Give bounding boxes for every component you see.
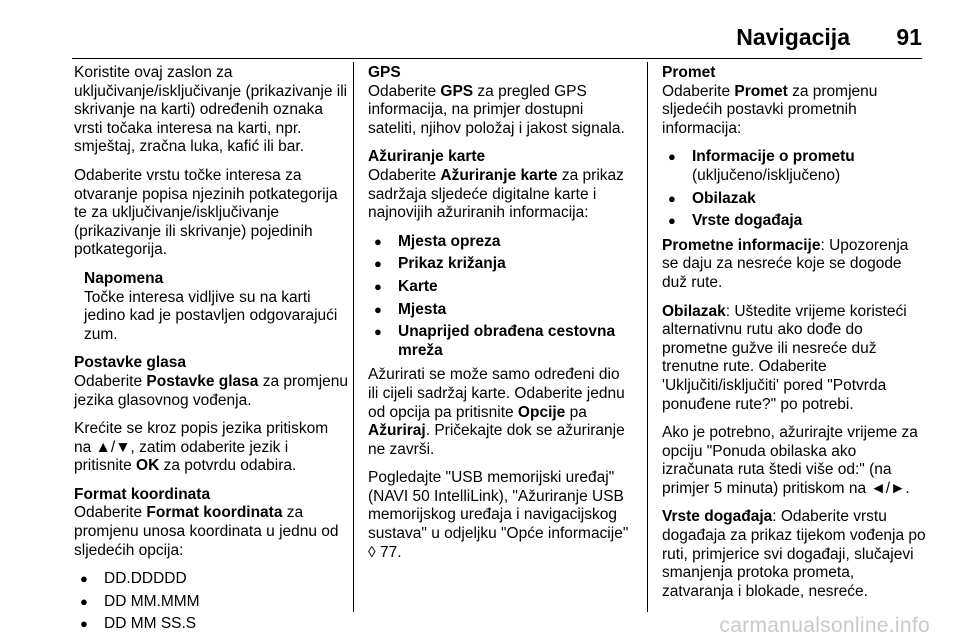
list-item-label: Vrste događaja [692, 212, 803, 230]
voice-settings-section [74, 354, 348, 410]
intro-paragraph: Koristite ovaj zaslon za uključivanje/isključivanje (prikazivanje ili skrivanje na karti) određenih oznaka vrsti točaka interesa na karti, npr. smještaj, zračna luka, kafić ili bar. [74, 64, 348, 156]
detour-text: : Uštedite vrijeme koristeći alternativnu rutu ako dođe do prometne gužve ili nesreće duž trenutne rute. Odaberite 'Uključiti/isključiti' pored "Potvrda ponuđene rute?" po potrebi. [662, 302, 907, 413]
voice-text-bold: Postavke glasa [146, 372, 259, 390]
traffic-heading: Promet [662, 64, 716, 81]
list-item: ● DD MM SS.S [74, 615, 348, 634]
coordinate-options-list [74, 570, 348, 634]
list-item: ● Mjesta opreza [368, 233, 634, 252]
voice2-pre: Krećite se kroz popis jezika pritiskom na ▲/▼, zatim odaberite jezik i pritisnite [74, 420, 329, 475]
coord-post: za promjenu unosa koordinata u jednu od sljedećih opcija: [74, 504, 339, 559]
voice-text-pre: Odaberite [74, 372, 147, 390]
traffic-info-paragraph [662, 237, 928, 293]
coord-bold: Format koordinata [146, 504, 283, 522]
reference-text: Pogledajte "USB memorijski uređaj" (NAVI 50 IntelliLink), "Ažuriranje USB memorijskog uređaja i navigacijskog sustava" u odjeljku "Opće informacije" [368, 469, 629, 543]
list-item: ● Unaprijed obrađena cestovna mreža [368, 323, 634, 360]
gps-heading: GPS [368, 64, 401, 81]
watermark: carmanualsonline.info [719, 614, 930, 637]
page-number: 91 [896, 24, 922, 50]
update-instr-a: Ažurirati se može samo određeni dio ili cijeli sadržaj karte. Odaberite jednu od opcija pa pritisnite [368, 366, 625, 421]
reference-page: 77. [375, 543, 402, 561]
list-item: ● DD MM.MMM [74, 593, 348, 612]
column-2 [368, 64, 634, 572]
detour-bold: Obilazak [662, 302, 726, 320]
update-pre: Odaberite [368, 166, 441, 184]
traffic-pre: Odaberite [662, 82, 735, 100]
gps-section [368, 64, 634, 138]
traffic-bold: Promet [734, 82, 788, 100]
page-header [0, 20, 960, 60]
list-item [662, 148, 928, 185]
traffic-info-text: : Upozorenja se daju za nesreće koje se dogode duž rute. [662, 236, 909, 291]
map-update-heading: Ažuriranje karte [368, 148, 486, 166]
column-divider-1 [353, 62, 354, 612]
voice2-post: za potvrdu odabira. [159, 457, 297, 475]
list-item-label: Informacije o prometu [692, 148, 855, 166]
reference-paragraph [368, 469, 634, 562]
gps-pre: Odaberite [368, 82, 441, 100]
page-title: Navigacija [736, 24, 850, 50]
traffic-section [662, 64, 928, 138]
events-bold: Vrste događaja [662, 508, 773, 526]
voice2-ok: OK [136, 457, 160, 475]
voice-language-paragraph [74, 420, 348, 476]
options-label: Opcije [517, 403, 566, 421]
gps-post: za pregled GPS informacija, na primjer dostupni sateliti, njihov položaj i jakost signala. [368, 82, 625, 137]
page-reference-icon: ◊ [368, 543, 376, 561]
detour-paragraph [662, 303, 928, 415]
subcategory-paragraph: Odaberite vrstu točke interesa za otvaranje popisa njezinih potkategorija te za uključivanje/isključivanje (prikazivanje ili skrivanje) pojedinih potkategorija. [74, 166, 338, 259]
detour-time-paragraph: Ako je potrebno, ažurirajte vrijeme za opciju "Ponuda obilaska ako izračunata ruta štedi više od:" (na primjer 5 minuta) pritiskom na ◄/►. [662, 424, 918, 497]
note-box [84, 270, 348, 344]
column-3 [662, 64, 928, 611]
update-label: Ažuriraj [368, 422, 426, 440]
event-types-paragraph [662, 508, 928, 601]
coordinate-format-heading: Format koordinata [74, 485, 211, 503]
map-update-list [368, 233, 634, 361]
coordinate-format-section [74, 486, 348, 560]
list-item [662, 190, 928, 209]
voice-settings-heading: Postavke glasa [74, 354, 187, 372]
map-update-section [368, 148, 634, 222]
events-text: : Odaberite vrstu događaja za prikaz tijekom vođenja po ruti, primjerice svi događaji, slučajevi smanjenja protoka prometa, zatvaranja i blokade, nesreće. [662, 508, 926, 600]
gps-bold: GPS [440, 82, 474, 100]
list-item: ● Mjesta [368, 301, 634, 320]
list-item [662, 212, 928, 231]
voice-text-post: za promjenu jezika glasovnog vođenja. [74, 372, 349, 409]
header-rule [72, 58, 922, 59]
update-instr-d: . Pričekajte dok se ažuriranje ne završi. [368, 422, 625, 458]
update-post: za prikaz sadržaja sljedeće digitalne karte i najnovijih ažuriranih informacija: [368, 166, 624, 222]
traffic-settings-list [662, 148, 928, 230]
update-instructions-paragraph [368, 366, 634, 459]
note-title: Napomena [84, 269, 164, 287]
update-bold: Ažuriranje karte [440, 166, 558, 184]
list-item: ● Prikaz križanja [368, 255, 634, 274]
list-item-sub: (uključeno/isključeno) [692, 166, 841, 184]
list-item-label: Obilazak [692, 189, 756, 207]
column-1 [74, 64, 348, 640]
column-divider-2 [647, 62, 648, 612]
traffic-info-bold: Prometne informacije [662, 236, 821, 254]
list-item: ● Karte [368, 278, 634, 297]
coord-pre: Odaberite [74, 504, 147, 522]
note-text: Točke interesa vidljive su na karti jedino kad je postavljen odgovarajući zum. [84, 288, 338, 343]
traffic-post: za promjenu sljedećih postavki prometnih informacija: [662, 82, 878, 137]
update-instr-c: pa [565, 403, 587, 421]
list-item: ● DD.DDDDD [74, 570, 348, 589]
